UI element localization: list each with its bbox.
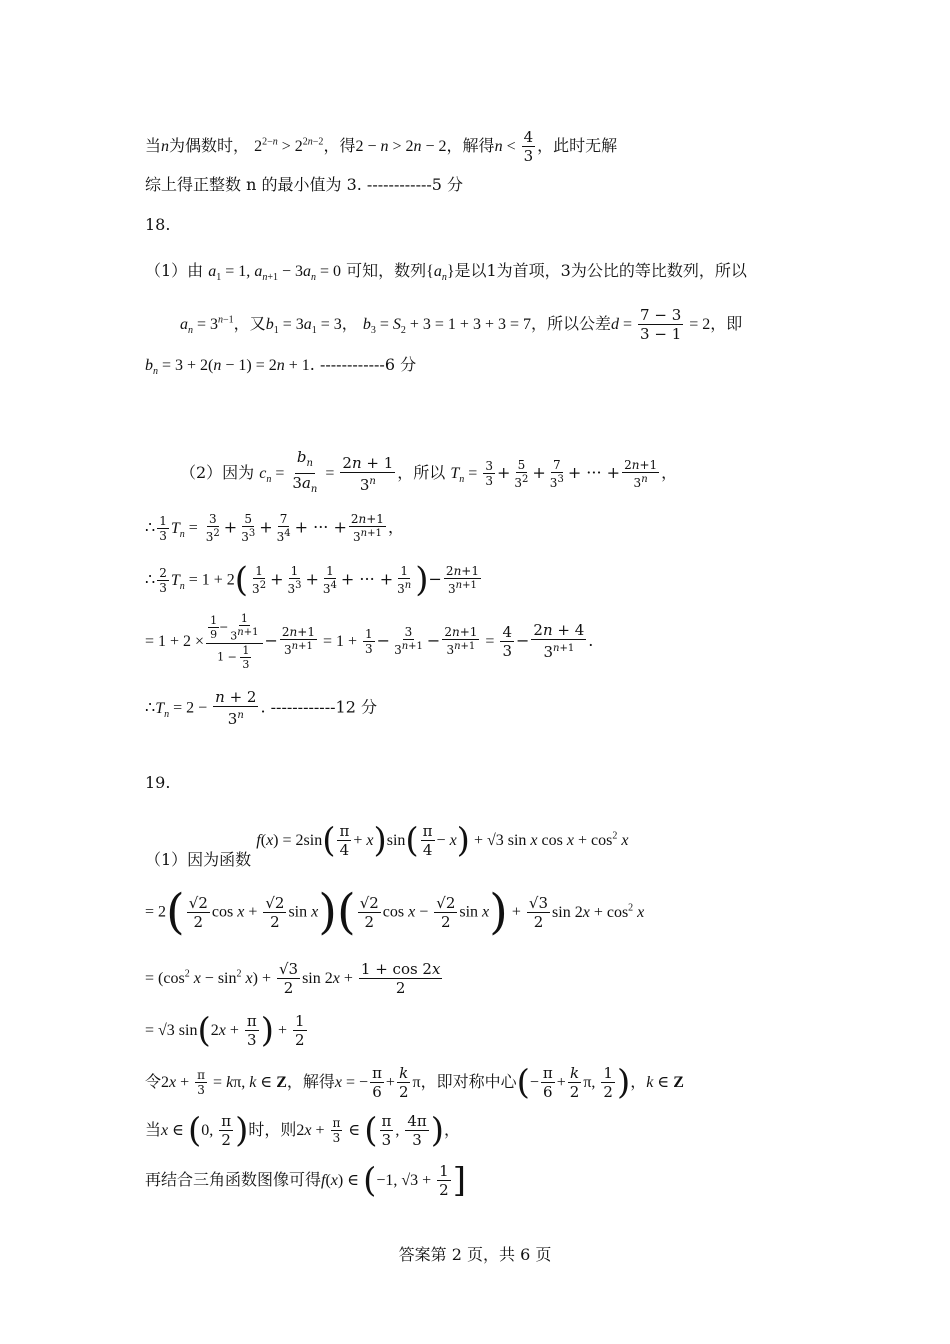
q19-symmetry-line: 令2x + $\frac{\pi}{3}$ = kπ, k ∈ Z，解得x = − $\frac{\pi}{6}$ + $\frac{k}{2}$ π，即对称中心(− $\frac{\pi}{6}$ + $\frac{k}{2}$ π, $\frac{1}{2}$ )，k ∈ Z — [145, 1062, 684, 1103]
q18-step2: ∴ $\frac{2}{3}$ $T_n = 1 + 2$( $\frac{1}{3^2}$ + $\frac{1}{3^3}$ + $\frac{1}{3^4}$ + ··· + $\frac{1}{3^n}$ )− $\frac{2n+1}{3^{n+1}}$ — [145, 560, 479, 600]
q19-domain-line: 当x ∈ (0, $\frac{\pi}{2}$ )时，则2x + $\frac{\pi}{3}$ ∈ ( $\frac{\pi}{3}$ , $\frac{4\pi}{3}$ )， — [145, 1110, 461, 1151]
q18-part2-line: （2）因为 $c_n$ = $\frac{b_n}{3a_n}$ = $\frac{2n + 1}{3^n}$ ，所以 $T_n$ = $\frac{3}{3}$ + $\frac{5}{3^2}$ + $\frac{7}{3^3}$ + ··· + $\frac{2n+1}{3^n}$ ， — [180, 448, 678, 495]
conclusion-line: 综上得正整数 n 的最小值为 3. ------------5 分 — [145, 175, 464, 194]
q18-part1-line: （1）由 $a_1 = 1$, $a_{n+1} - 3a_n = 0$ 可知，数列$\{a_n\}$是以1为首项，3为公比的等比数列，所以 — [145, 261, 747, 284]
q18-part1-result: $b_n = 3 + 2(n - 1) = 2n + 1$. ------------6 分 — [145, 355, 417, 378]
question-19-label: 19. — [145, 773, 171, 792]
q18-step3: = 1 + 2 × $\frac{1}{9}$ − $\frac{1}{3^{n+1}}$ 1 − $\frac{1}{3}$ − $\frac{2n+1}{3^{n+1}}$ = 1 + $\frac{1}{3}$ − $\frac{3}{3^{n+1}}$ − $\frac{2n+1}{3^{n+1}}$ = $\frac{4}{3}$ − $\frac{2n + 4}{3^{n+1}}$ . — [145, 612, 594, 671]
q19-step3: = √3 sin(2x + $\frac{\pi}{3}$ ) + $\frac{1}{2}$ — [145, 1010, 305, 1051]
q19-step2: = ($\cos^2$ $x - \sin^2 x$) + $\frac{√3}{2}$ sin 2x + $\frac{1 + \cos 2x}{2}$ — [145, 960, 441, 997]
q19-step1: = 2( $\frac{√2}{2}$ cos x + $\frac{√2}{2}$ sin x)( $\frac{√2}{2}$ cos x − $\frac{√2}{2}$ sin x) + $\frac{√3}{2}$ $\sin 2x + \cos^2 x$ — [145, 884, 645, 940]
q18-part1-line2: $a_n = 3^{n-1}$，又$b_1 = 3a_1 = 3$， $b_3 = S_2 + 3 = 1 + 3 + 3 = 7$，所以公差d = $\frac{7 - 3}{3 - 1}$ = 2，即 — [180, 306, 743, 343]
even-case-line: 当n为偶数时， $2^{2-n} > 2^{2n-2}$，得2 − n > 2n − 2，解得n < $\frac{4}{3}$ ，此时无解 — [145, 128, 618, 165]
page-footer: 答案第 2 页，共 6 页 — [398, 1245, 552, 1264]
q19-range-line: 再结合三角函数图像可得f(x) ∈ (−1, √3 + $\frac{1}{2}$ ] — [145, 1160, 466, 1201]
q19-part1-line: （1）因为函数 f(x) = 2sin( $\frac{\pi}{4}$ + x)sin( $\frac{\pi}{4}$ − x) + √3 sin x $\cos x + \cos^2 x$ — [145, 820, 629, 869]
question-18-label: 18. — [145, 215, 171, 234]
q18-result: $\therefore T_n = 2$ − $\frac{n + 2}{3^n}$ . ------------12 分 — [145, 688, 377, 728]
q18-step1: ∴ $\frac{1}{3}$ $T_n$ = $\frac{3}{3^2}$ + $\frac{5}{3^3}$ + $\frac{7}{3^4}$ + ··· + $\frac{2n+1}{3^{n+1}}$ ， — [145, 512, 404, 544]
